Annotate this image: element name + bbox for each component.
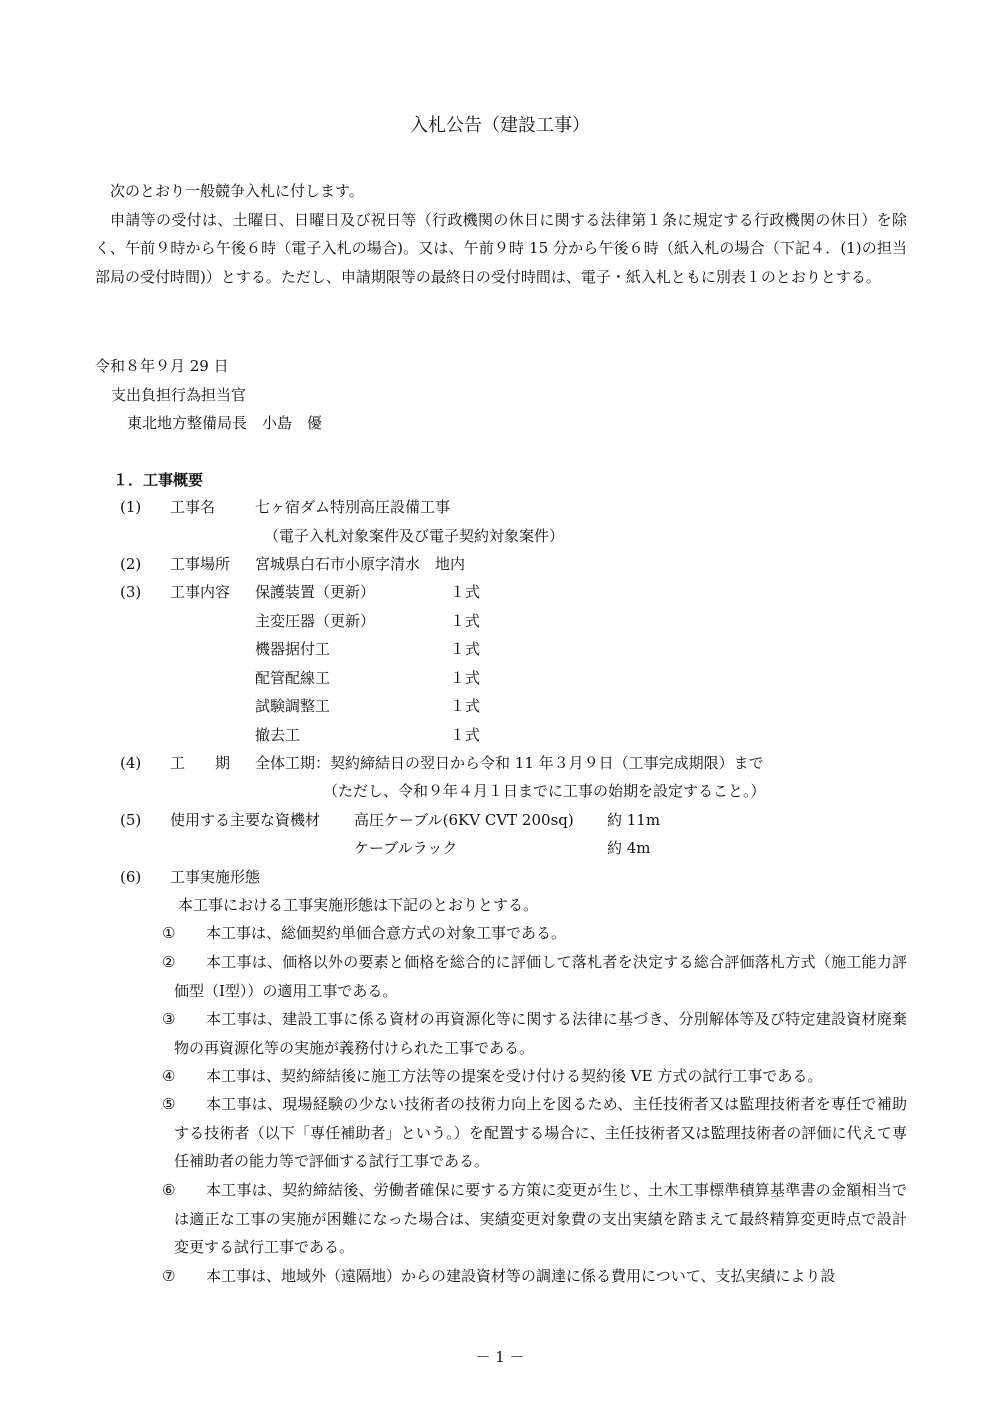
item-label: 工事実施形態 [170, 868, 261, 886]
item-label: 工事場所 [170, 555, 231, 573]
announcement-date: 令和８年９月 29 日 [95, 357, 229, 375]
item-mark: ④ [162, 1067, 176, 1085]
work-item-name: 保護装置（更新） [255, 583, 376, 601]
item-text: 本工事は、契約締結後、労働者確保に要する方策に変更が生じ、土木工事標準積算基準書の金額相当では適正な工事の実施が困難になった場合は、実績変更対象費の支出実績を踏まえて最終精算変更時点で設計変更する試行工事である。 [174, 1181, 907, 1256]
item-mark: ⑤ [162, 1095, 176, 1113]
work-item-qty: １式 [450, 697, 481, 715]
item-text: 本工事は、総価契約単価合意方式の対象工事である。 [206, 924, 567, 942]
section-heading: １．工事概要 [113, 471, 204, 489]
item-number: (5) [120, 811, 142, 829]
issuer-role: 支出負担行為担当官 [111, 386, 247, 404]
implementation-item [162, 1090, 907, 1176]
item-mark: ⑦ [162, 1267, 176, 1285]
work-item-name: 主変圧器（更新） [255, 612, 376, 630]
implementation-item [162, 1005, 907, 1062]
work-item-name: 撤去工 [255, 726, 301, 744]
work-item-name: 試験調整工 [255, 697, 331, 715]
item-mark: ③ [162, 1010, 176, 1028]
item-number: (3) [120, 583, 142, 601]
page-number: － 1 － [475, 1348, 525, 1366]
work-item-qty: １式 [450, 640, 481, 658]
work-item-qty: １式 [450, 612, 481, 630]
work-item-qty: １式 [450, 583, 481, 601]
construction-period: 全体工期：契約締結日の翌日から令和 11 年３月９日（工事完成期限）まで [255, 754, 764, 772]
construction-location: 宮城県白石市小原字清水 地内 [255, 555, 466, 573]
item-label: 工事内容 [170, 583, 231, 601]
item-label: 工 期 [170, 754, 231, 772]
electronic-bid-note: （電子入札対象案件及び電子契約対象案件） [264, 527, 565, 545]
material-name: 高圧ケーブル(6KV CVT 200sq) [354, 811, 574, 829]
work-item-qty: １式 [450, 669, 481, 687]
implementation-item [162, 919, 907, 948]
implementation-item [162, 1062, 907, 1091]
item-mark: ② [162, 953, 176, 971]
intro-paragraph-1: 次のとおり一般競争入札に付します。 [110, 182, 364, 200]
item-text: 本工事は、価格以外の要素と価格を総合的に評価して落札者を決定する総合評価落札方式（施工能力評価型（Ⅰ型））の適用工事である。 [174, 953, 907, 1000]
item-mark: ⑥ [162, 1181, 176, 1199]
item-number: (6) [120, 868, 142, 886]
intro-block [95, 177, 907, 291]
construction-period-note: （ただし、令和９年４月１日までに工事の始期を設定すること。） [323, 782, 766, 800]
item-label: 工事名 [170, 498, 216, 516]
item-mark: ① [162, 924, 176, 942]
material-qty: 約 4m [607, 839, 651, 857]
item-text: 本工事は、地域外（遠隔地）からの建設資材等の調達に係る費用について、支払実績により設 [206, 1267, 836, 1285]
intro-paragraph-2: 申請等の受付は、土曜日、日曜日及び祝日等（行政機関の休日に関する法律第１条に規定する行政機関の休日）を除く、午前９時から午後６時（電子入札の場合)。又は、午前９時 15 分から午後６時（紙入札の場合（下記４．(1)の担当部局の受付時間)）とする。ただし、申請期限等の最終日の受付時間は、電子・紙入札ともに別表１のとおりとする。 [95, 210, 907, 286]
material-qty: 約 11m [607, 811, 661, 829]
item-text: 本工事は、建設工事に係る資材の再資源化等に関する法律に基づき、分別解体等及び特定建設資材廃棄物の再資源化等の実施が義務付けられた工事である。 [174, 1010, 907, 1057]
work-item-name: 機器据付工 [255, 640, 331, 658]
implementation-intro: 本工事における工事実施形態は下記のとおりとする。 [178, 896, 539, 914]
item-number: (4) [120, 754, 142, 772]
item-text: 本工事は、契約締結後に施工方法等の提案を受け付ける契約後 VE 方式の試行工事である。 [206, 1067, 823, 1085]
implementation-item [162, 1176, 907, 1262]
item-text: 本工事は、現場経験の少ない技術者の技術力向上を図るため、主任技術者又は監理技術者を専任で補助する技術者（以下「専任補助者」という。）を配置する場合に、主任技術者又は監理技術者の評価に代えて専任補助者の能力等で評価する試行工事である。 [174, 1095, 907, 1170]
item-label: 使用する主要な資機材 [170, 811, 321, 829]
material-name: ケーブルラック [354, 839, 458, 857]
item-number: (2) [120, 555, 142, 573]
work-item-qty: １式 [450, 726, 481, 744]
document-title: 入札公告（建設工事） [410, 115, 590, 136]
work-item-name: 配管配線工 [255, 669, 331, 687]
issuer-name: 東北地方整備局長 小島 優 [127, 414, 323, 432]
construction-name: 七ヶ宿ダム特別高圧設備工事 [255, 498, 451, 516]
implementation-item [162, 1262, 907, 1291]
implementation-item [162, 948, 907, 1005]
item-number: (1) [120, 498, 142, 516]
